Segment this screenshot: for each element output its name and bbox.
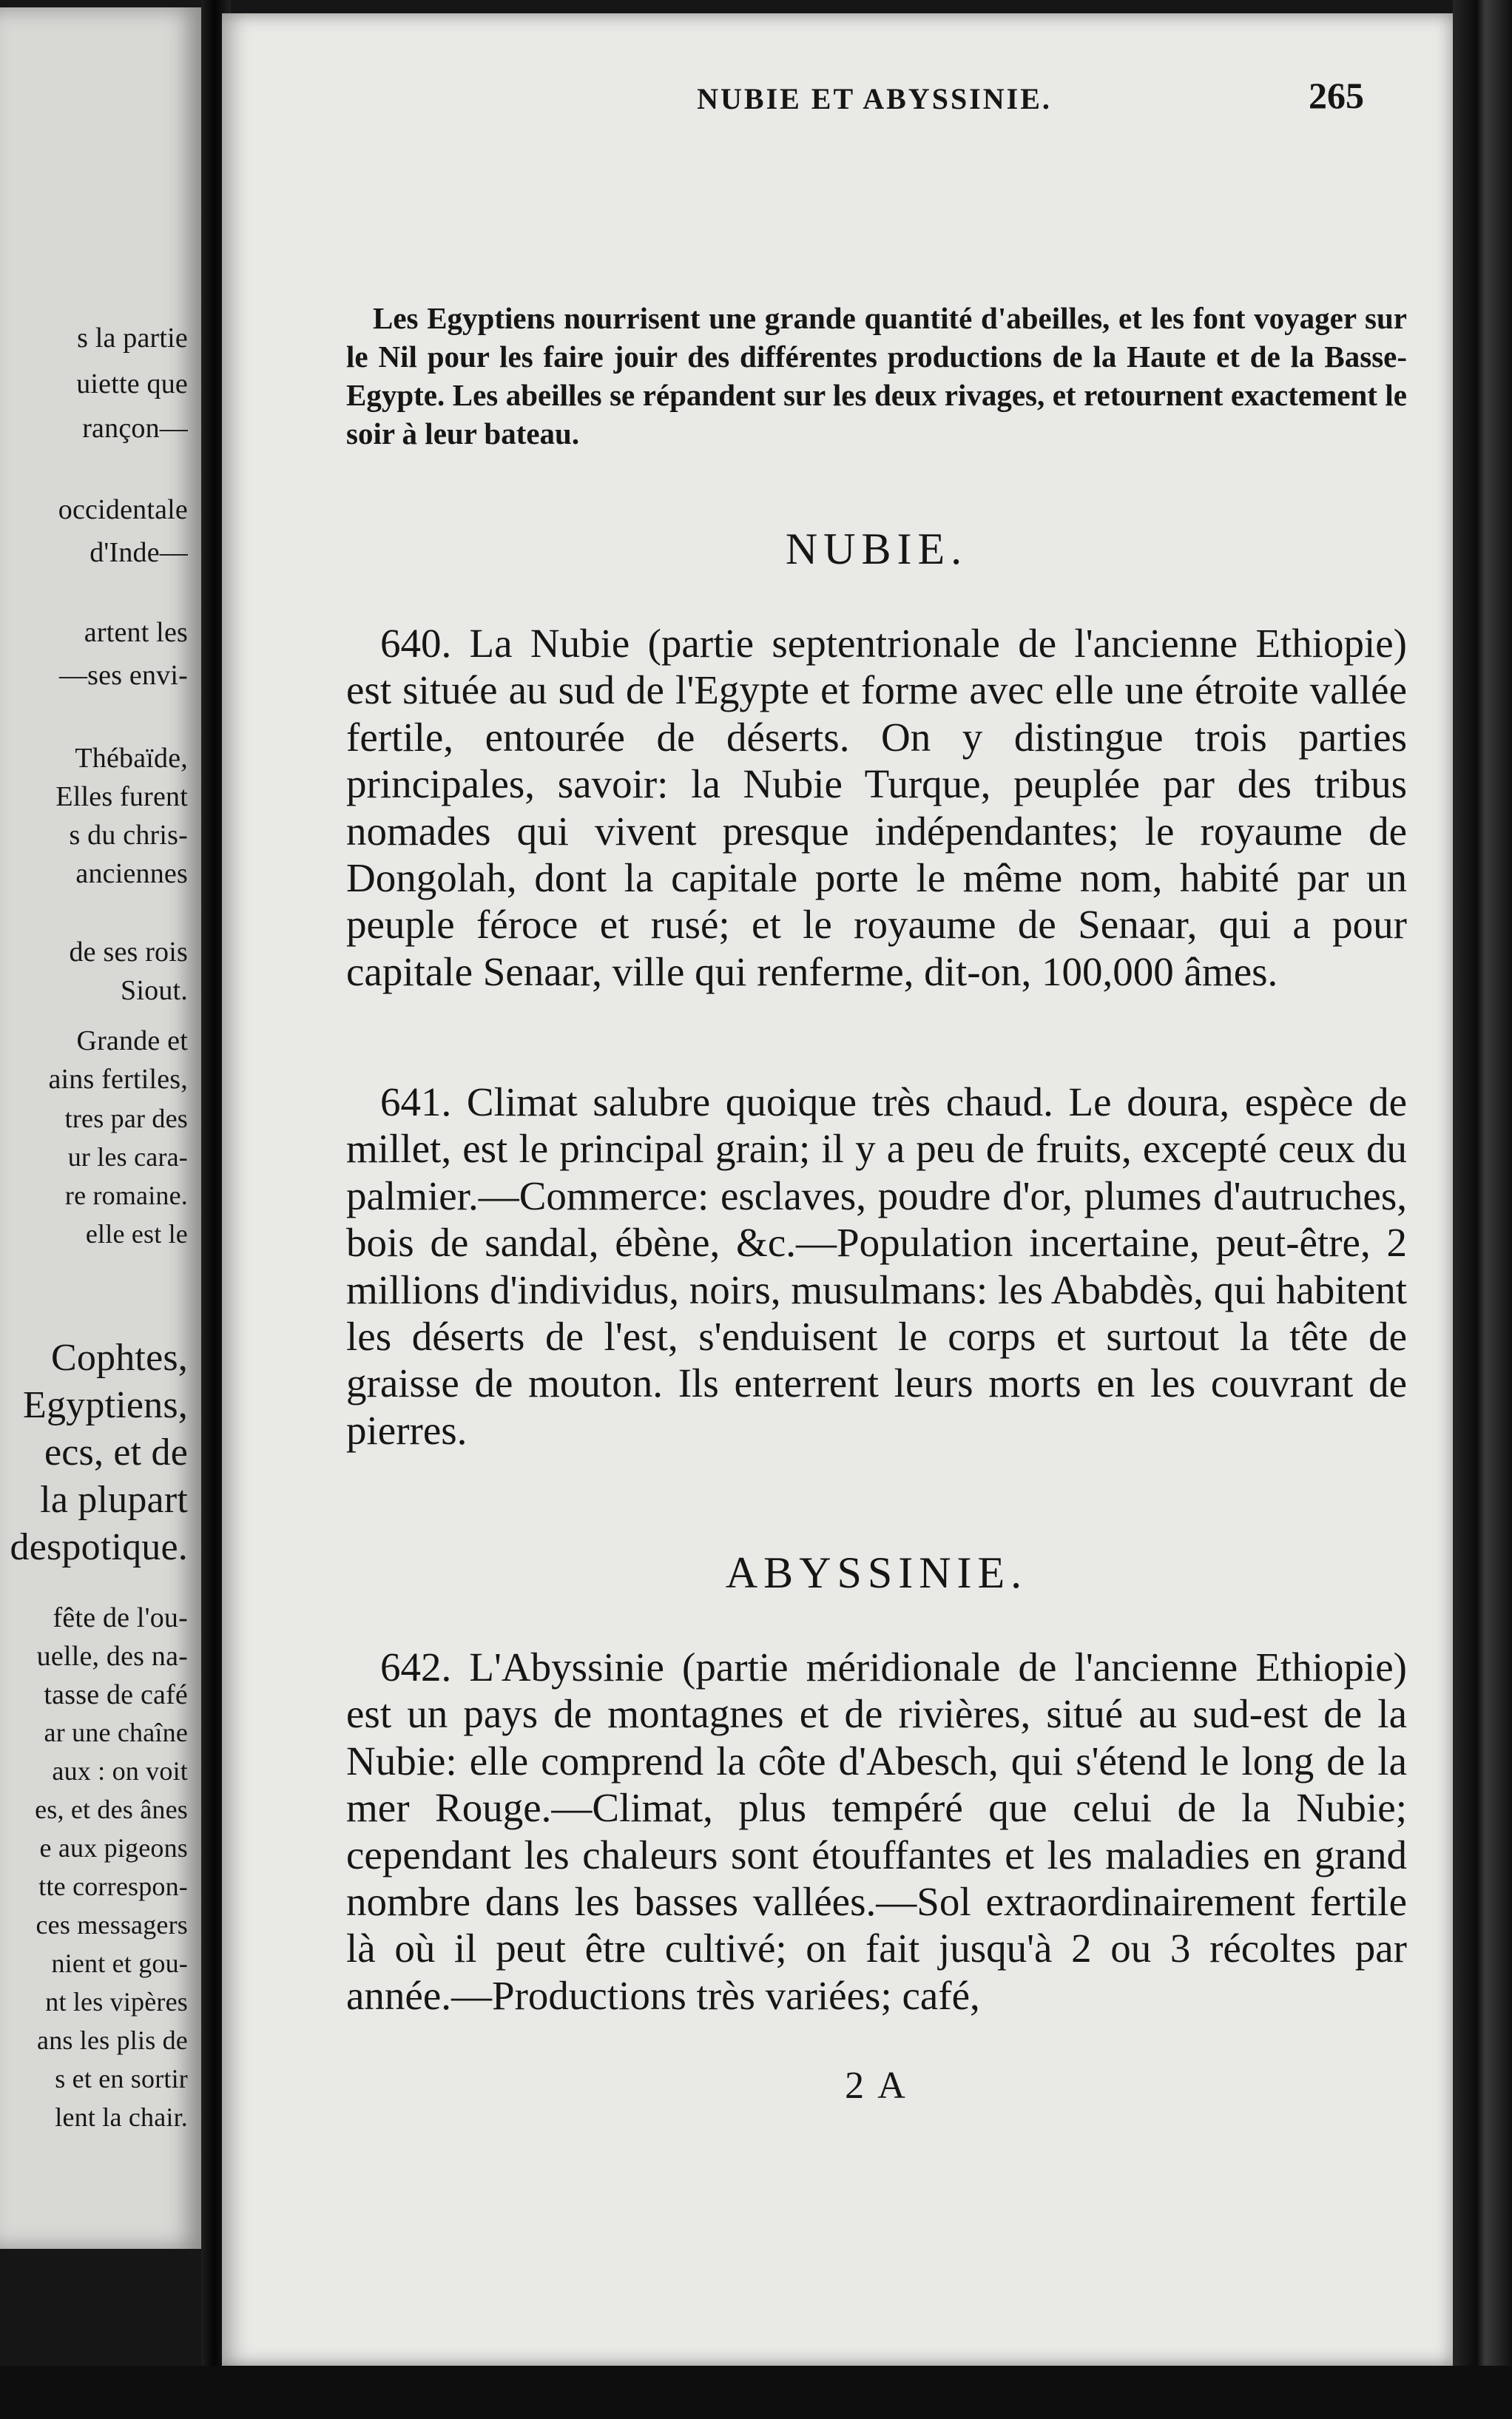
- left-page-line: s la partie: [77, 323, 188, 354]
- page-edge-shadow: [1453, 0, 1512, 2419]
- left-page-line: nient et gou-: [51, 1949, 188, 1978]
- left-page-fragment: [0, 7, 201, 2249]
- left-page-line: ur les cara-: [67, 1142, 188, 1172]
- left-page-line: occidentale: [58, 494, 188, 525]
- section-heading-nubie: NUBIE.: [785, 524, 968, 573]
- left-page-line: la plupart: [40, 1479, 188, 1521]
- left-page-line: ains fertiles,: [48, 1064, 188, 1095]
- left-page-line: s du chris-: [69, 820, 188, 851]
- left-page-line: fête de l'ou-: [53, 1602, 188, 1633]
- left-page-line: d'Inde—: [90, 537, 188, 568]
- book-page: [222, 13, 1453, 2366]
- paragraph-642: 642. L'Abyssinie (partie méridionale de l'ancienne Ethiopie) est un pays de montagnes et de rivières, situé au sud-est de la Nubie: elle comprend la côte d'Abesch, qui s'étend le long de la mer Rouge.—Climat, plus tempéré que celui de la Nubie; cependant les chaleurs sont étouffantes et les maladies en grand nombre dans les basses vallées.—Sol extraordinairement fertile là où il peut être cultivé; on fait jusqu'à 2 ou 3 récoltes par année.—Productions très variées; café,: [346, 1644, 1407, 2018]
- left-page-line: tte correspon-: [38, 1872, 188, 1901]
- left-page-line: —ses envi-: [58, 660, 188, 691]
- left-page-line: Elles furent: [55, 781, 188, 812]
- left-page-line: ecs, et de: [44, 1431, 188, 1474]
- left-page-line: re romaine.: [64, 1181, 188, 1210]
- left-page-line: es, et des ânes: [35, 1795, 188, 1824]
- left-page-line: Siout.: [121, 975, 188, 1006]
- left-page-line: Thébaïde,: [75, 743, 188, 774]
- left-page-line: nt les vipères: [45, 1987, 188, 2017]
- left-page-line: lent la chair.: [55, 2102, 188, 2132]
- left-page-line: ces messagers: [36, 1910, 188, 1940]
- intro-note: Les Egyptiens nourrisent une grande quantité d'abeilles, et les font voyager sur le Nil pour les faire jouir des différentes productions de la Haute et de la Basse-Egypte. Les abeilles se répandent sur les deux rivages, et retournent exactement le soir à leur bateau.: [346, 301, 1407, 451]
- running-head: NUBIE ET ABYSSINIE.: [697, 82, 1052, 115]
- left-page-line: anciennes: [75, 858, 188, 889]
- paragraph-641: 641. Climat salubre quoique très chaud. Le doura, espèce de millet, est le principal grain; il y a peu de fruits, excepté ceux du palmier.—Commerce: esclaves, poudre d'or, plumes d'autruches, bois de sandal, ébène, &c.—Population incertaine, peut-être, 2 millions d'individus, noirs, musulmans: les Ababdès, qui habitent les déserts de l'est, s'enduisent le corps et surtout la tête de graisse de mouton. Ils enterrent leurs morts en les couvrant de pierres.: [346, 1079, 1407, 1453]
- left-page-line: uiette que: [76, 368, 188, 399]
- left-page-line: rançon—: [82, 413, 188, 444]
- left-page-line: Cophtes,: [50, 1337, 188, 1379]
- left-page-line: artent les: [84, 617, 188, 648]
- left-page-line: de ses rois: [69, 937, 188, 968]
- left-page-line: ar une chaîne: [44, 1718, 188, 1747]
- left-page-line: uelle, des na-: [36, 1641, 188, 1672]
- page-number: 265: [1309, 75, 1364, 116]
- left-page-line: tasse de café: [44, 1679, 188, 1710]
- left-page-line: Egyptiens,: [23, 1384, 188, 1426]
- left-page-line: ans les plis de: [37, 2025, 188, 2055]
- signature-mark: 2 A: [845, 2065, 908, 2107]
- left-page-line: despotique.: [10, 1526, 188, 1568]
- section-heading-abyssinie: ABYSSINIE.: [725, 1548, 1028, 1597]
- left-page-line: tres par des: [64, 1104, 188, 1133]
- left-page-line: Grande et: [76, 1025, 188, 1056]
- left-page-line: aux : on voit: [52, 1756, 188, 1786]
- paragraph-640: 640. La Nubie (partie septentrionale de l'ancienne Ethiopie) est située au sud de l'Egypte et forme avec elle une étroite vallée fertile, entourée de déserts. On y distingue trois parties principales, savoir: la Nubie Turque, peuplée par des tribus nomades qui vivent presque indépendantes; le royaume de Dongolah, dont la capitale porte le même nom, habité par un peuple féroce et rusé; et le royaume de Senaar, qui a pour capitale Senaar, ville qui renferme, dit-on, 100,000 âmes.: [346, 621, 1407, 994]
- left-page-line: s et en sortir: [55, 2064, 188, 2094]
- scan-border: [0, 2366, 1512, 2419]
- left-page-line: e aux pigeons: [39, 1833, 188, 1863]
- left-page-line: elle est le: [85, 1219, 188, 1249]
